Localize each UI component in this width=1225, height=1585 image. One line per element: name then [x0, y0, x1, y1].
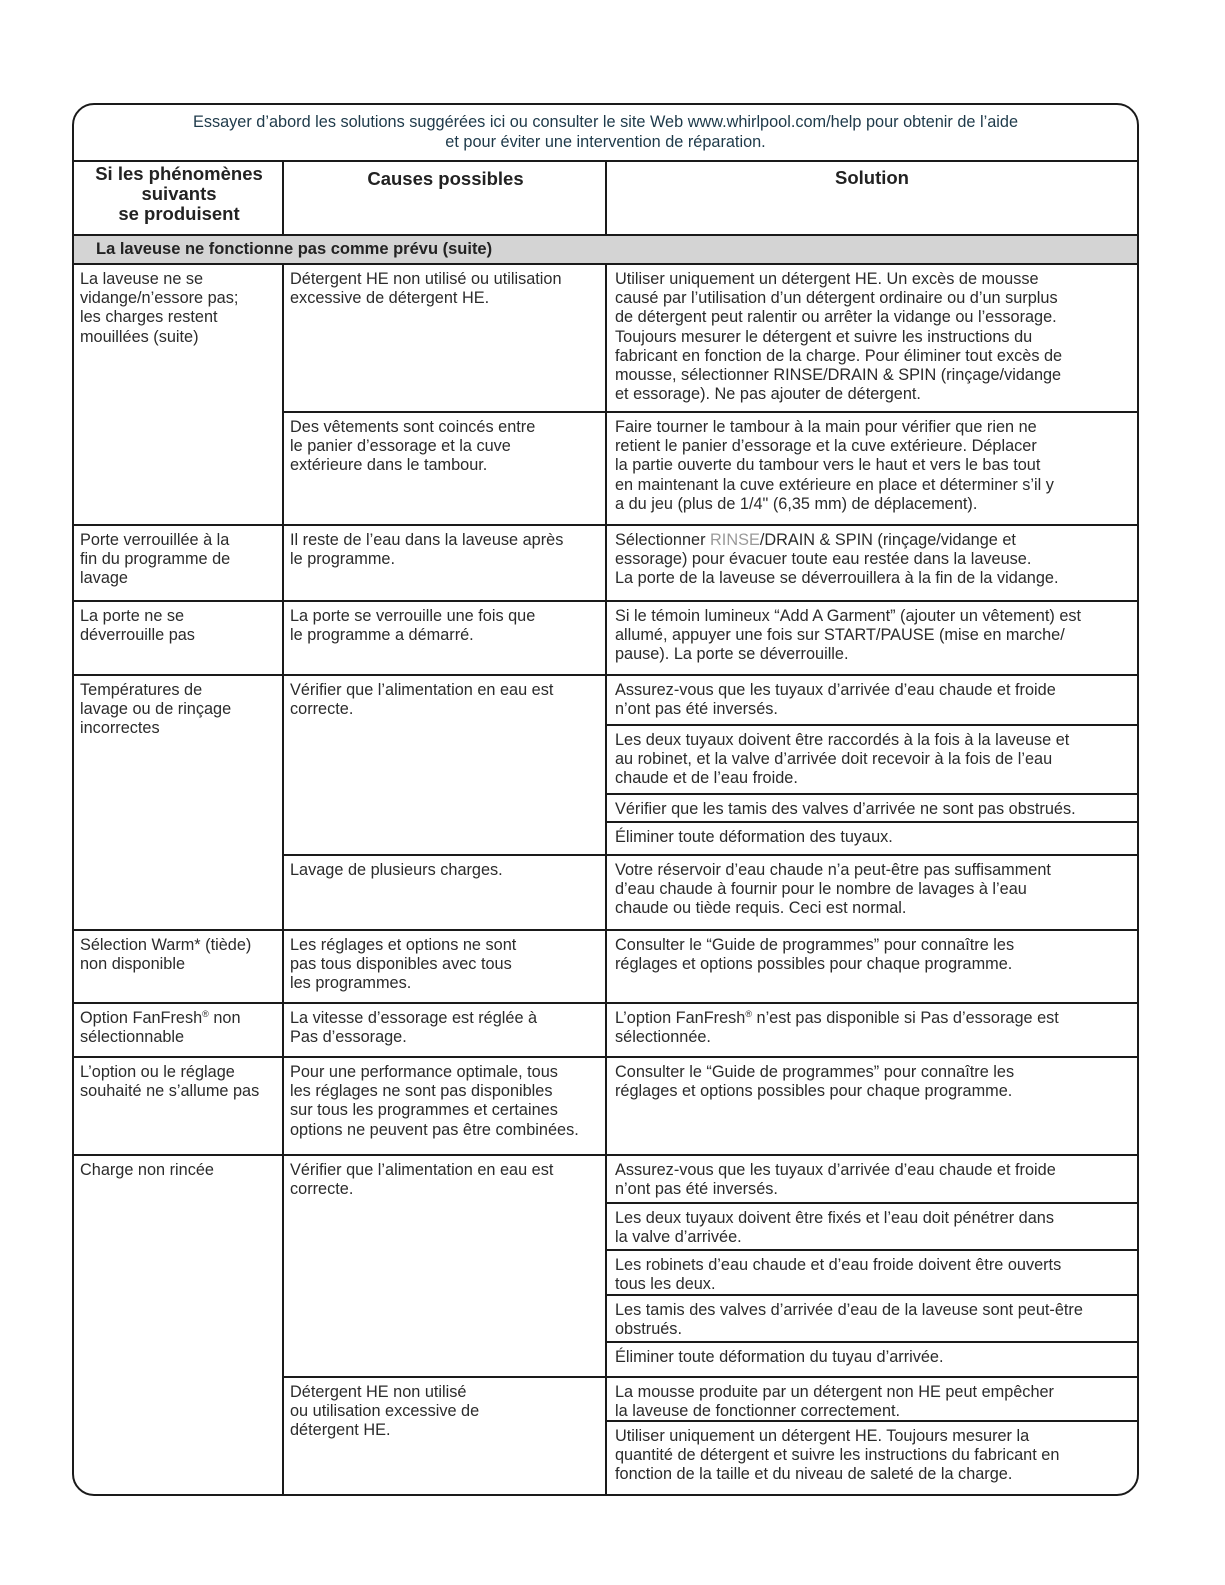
solution-cell: Assurez-vous que les tuyaux d’arrivée d’eau chaude et froide n’ont pas été inversés. [615, 1161, 1056, 1199]
column-divider [605, 525, 607, 601]
solution-cell: Si le témoin lumineux “Add A Garment” (ajouter un vêtement) est allumé, appuyer une fois sur START/PAUSE (mise en marche/ pause). La porte se déverrouille. [615, 607, 1082, 664]
solution-cell: Assurez-vous que les tuyaux d’arrivée d’eau chaude et froide n’ont pas été inversés. [615, 681, 1056, 719]
highlighted-term: RINSE [710, 531, 760, 549]
text-segment: Option FanFresh [80, 1009, 203, 1027]
cause-cell: Les réglages et options ne sont pas tous disponibles avec tous les programmes. [290, 936, 517, 993]
column-divider [605, 160, 607, 236]
solution-divider [605, 793, 1137, 795]
cause-cell: Détergent HE non utilisé ou utilisation excessive de détergent HE. [290, 1383, 480, 1440]
solution-cell: Les deux tuyaux doivent être fixés et l’eau doit pénétrer dans la valve d’arrivée. [615, 1209, 1054, 1247]
column-divider [282, 1057, 284, 1155]
solution-cell: Les deux tuyaux doivent être raccordés à la fois à la laveuse et au robinet, et la valve d’arrivée doit recevoir à la fois de l’eau chaude et de l’eau froide. [615, 731, 1070, 788]
solution-cell: Utiliser uniquement un détergent HE. Toujours mesurer la quantité de détergent et suivre les instructions du fabricant en fonction de la taille et du niveau de saleté de la charge. [615, 1427, 1060, 1484]
solution-cell: Consulter le “Guide de programmes” pour connaître les réglages et options possibles pour chaque programme. [615, 1063, 1015, 1101]
column-divider [605, 1155, 607, 1496]
column-divider [605, 601, 607, 675]
registered-mark: ® [202, 1009, 209, 1019]
column-divider [605, 675, 607, 930]
solution-divider [605, 821, 1137, 823]
column-divider [605, 264, 607, 525]
row-divider [74, 1495, 1137, 1496]
cause-divider [282, 854, 1137, 856]
solution-divider [605, 1202, 1137, 1204]
solution-cell [615, 531, 1059, 589]
symptom-cell: L’option ou le réglage souhaité ne s’allume pas [80, 1063, 260, 1101]
registered-mark: ® [745, 1009, 752, 1019]
cause-cell: Vérifier que l’alimentation en eau est correcte. [290, 1161, 554, 1199]
solution-cell: Les tamis des valves d’arrivée d’eau de la laveuse sont peut-être obstrués. [615, 1301, 1083, 1339]
solution-cell: La mousse produite par un détergent non HE peut empêcher la laveuse de fonctionner correctement. [615, 1383, 1054, 1421]
column-divider [605, 930, 607, 1003]
solution-divider [605, 724, 1137, 726]
cause-cell: Il reste de l’eau dans la laveuse après le programme. [290, 531, 564, 569]
symptom-cell: Températures de lavage ou de rinçage incorrectes [80, 681, 232, 738]
header-causes: Causes possibles [367, 168, 524, 189]
solution-cell: Votre réservoir d’eau chaude n’a peut-être pas suffisamment d’eau chaude à fournir pour le nombre de lavages à l’eau chaude ou tiède requis. Ceci est normal. [615, 861, 1051, 918]
cause-cell: Vérifier que l’alimentation en eau est correcte. [290, 681, 554, 719]
solution-cell: Consulter le “Guide de programmes” pour connaître les réglages et options possibles pour chaque programme. [615, 936, 1015, 974]
column-divider [282, 264, 284, 525]
solution-cell: Les robinets d’eau chaude et d’eau froide doivent être ouverts tous les deux. [615, 1256, 1062, 1294]
column-divider [282, 675, 284, 930]
solution-divider [605, 1249, 1137, 1251]
intro-text: Essayer d’abord les solutions suggérées ici ou consulter le site Web www.whirlpool.com/help pour obtenir de l’aide et pour éviter une intervention de réparation. [192, 113, 1019, 151]
column-divider [282, 1003, 284, 1057]
solution-cell: Faire tourner le tambour à la main pour vérifier que rien ne retient le panier d’essorage et la cuve extérieure. Déplacer la partie ouverte du tambour vers le haut et vers le bas tout en maintenant la cuve extérieure en place et déterminer s’il y a du jeu (plus de 1/4" (6,35 mm) de déplacement). [615, 418, 1054, 513]
text-segment: /DRAIN & SPIN (rinçage/vidange et essorage) pour évacuer toute eau restée dans la laveuse. La porte de la laveuse se déverrouillera à la fin de la vidange. [615, 531, 1059, 588]
solution-cell [615, 1009, 1059, 1047]
symptom-cell: Porte verrouillée à la fin du programme de lavage [80, 531, 231, 588]
column-divider [605, 1057, 607, 1155]
section-title: La laveuse ne fonctionne pas comme prévu (suite) [96, 240, 493, 258]
cause-cell: Lavage de plusieurs charges. [290, 861, 503, 879]
text-segment: n’est pas disponible si Pas d’essorage est sélectionnée. [615, 1009, 1059, 1047]
text-segment: L’option FanFresh [615, 1009, 746, 1027]
column-divider [282, 1155, 284, 1496]
solution-divider [605, 1341, 1137, 1343]
troubleshooting-table [72, 103, 1139, 1496]
solution-cell: Éliminer toute déformation des tuyaux. [615, 828, 893, 846]
solution-cell: Utiliser uniquement un détergent HE. Un excès de mousse causé par l’utilisation d’un détergent ordinaire ou d’un surplus de détergent peut ralentir ou arrêter la vidange ou l’essorage. Toujours mesurer le détergent et suivre les instructions du fabricant en fonction de la charge. Pour éliminer tout excès de mousse, sélectionner RINSE/DRAIN & SPIN (rinçage/vidange et essorage). Ne pas ajouter de détergent. [615, 270, 1063, 404]
text-segment: non sélectionnable [80, 1009, 241, 1047]
symptom-cell: Charge non rincée [80, 1161, 214, 1179]
cause-cell: La vitesse d’essorage est réglée à Pas d’essorage. [290, 1009, 538, 1047]
column-divider [282, 525, 284, 601]
symptom-cell [80, 1009, 241, 1047]
symptom-cell: La laveuse ne se vidange/n’essore pas; les charges restent mouillées (suite) [80, 270, 239, 346]
solution-cell: Vérifier que les tamis des valves d’arrivée ne sont pas obstrués. [615, 800, 1076, 818]
cause-divider [282, 411, 1137, 413]
header-symptom: Si les phénomènes suivants se produisent [95, 163, 263, 224]
header-solution: Solution [835, 167, 909, 188]
cause-cell: Détergent HE non utilisé ou utilisation excessive de détergent HE. [290, 270, 562, 308]
solution-cell: Éliminer toute déformation du tuyau d’arrivée. [615, 1348, 944, 1366]
cause-cell: Pour une performance optimale, tous les réglages ne sont pas disponibles sur tous les programmes et certaines options ne peuvent pas être combinées. [290, 1063, 579, 1139]
cause-cell: La porte se verrouille une fois que le programme a démarré. [290, 607, 536, 645]
symptom-cell: La porte ne se déverrouille pas [80, 607, 195, 645]
cause-cell: Des vêtements sont coincés entre le panier d’essorage et la cuve extérieure dans le tambour. [290, 418, 536, 475]
column-divider [282, 930, 284, 1003]
cause-divider [282, 1376, 1137, 1378]
symptom-cell: Sélection Warm* (tiède) non disponible [80, 936, 252, 974]
text-segment: Sélectionner [615, 531, 711, 549]
column-divider [282, 160, 284, 236]
column-divider [282, 601, 284, 675]
column-divider [605, 1003, 607, 1057]
